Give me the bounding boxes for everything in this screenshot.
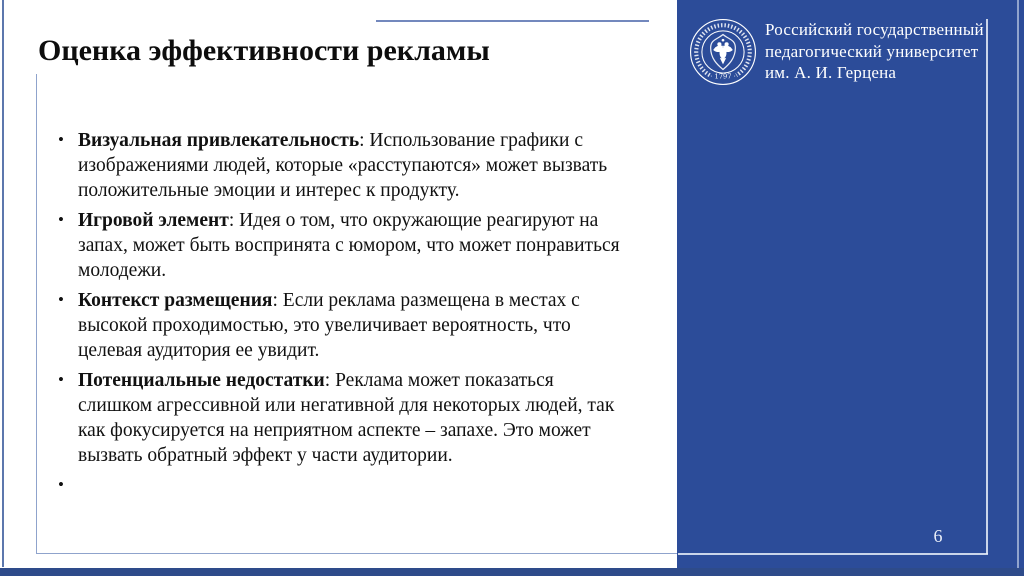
bullet-item <box>58 128 630 203</box>
bullet-dot-icon: • <box>58 290 64 309</box>
page-number: 6 <box>933 526 943 546</box>
bullet-lead: Контекст размещения <box>78 290 273 311</box>
bullet-dot-icon: • <box>58 370 64 389</box>
bottom-bar <box>0 568 1024 576</box>
bullet-dot-icon: • <box>58 130 64 149</box>
bullet-text: : Реклама может показаться слишком агрессивной или негативной для некоторых людей, так как фокусируется на неприятном аспекте – запахе. Это может вызвать обратный эффект у части аудитории. <box>78 370 615 466</box>
bullet-dot-icon: • <box>58 210 64 229</box>
bullet-item-empty <box>58 473 630 498</box>
university-name-line: педагогический университет <box>765 41 979 61</box>
bullet-item <box>58 288 630 363</box>
content-box <box>36 74 677 554</box>
left-border-line <box>2 0 4 567</box>
slide-title: Оценка эффективности рекламы <box>38 34 490 67</box>
bullet-item <box>58 368 630 468</box>
university-name <box>765 19 984 84</box>
sidebar-frame-vertical-line <box>986 19 988 554</box>
bullet-lead: Потенциальные недостатки <box>78 370 325 391</box>
bullet-lead: Игровой элемент <box>78 210 229 231</box>
university-name-line: Российский государственный <box>765 20 984 39</box>
double-headed-eagle-icon <box>713 39 733 65</box>
bullet-text: : Если реклама размещена в местах с высокой проходимостью, это увеличивает вероятность, что целевая аудитория ее увидит. <box>78 290 580 361</box>
bullet-dot-icon: • <box>58 475 64 494</box>
bullet-list <box>58 128 630 503</box>
seal-year-label: · 1797 · <box>710 72 736 81</box>
bullet-text: : Идея о том, что окружающие реагируют на запах, может быть воспринята с юмором, что может понравиться молодежи. <box>78 210 620 281</box>
bullet-text: : Использование графики с изображениями людей, которые «расступаются» может вызвать положительные эмоции и интерес к продукту. <box>78 130 608 201</box>
sidebar-frame-right-line <box>1017 0 1019 568</box>
bullet-lead: Визуальная привлекательность <box>78 130 360 151</box>
sidebar-frame-horizontal-line <box>678 553 988 555</box>
university-name-line: им. А. И. Герцена <box>765 63 897 82</box>
bullet-item <box>58 208 630 283</box>
accent-top-line <box>376 20 649 22</box>
university-seal-icon <box>688 17 758 87</box>
sidebar-panel <box>677 0 1024 568</box>
